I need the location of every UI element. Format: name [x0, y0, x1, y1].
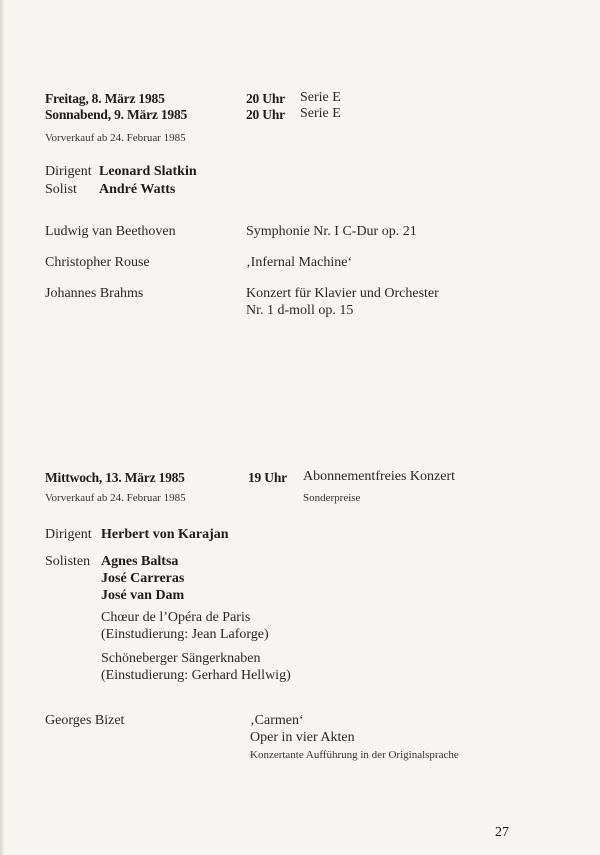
concert2-composer: Georges Bizet: [45, 713, 125, 728]
program-composer: Ludwig van Beethoven: [45, 224, 176, 239]
soloist-name: José Carreras: [101, 571, 185, 586]
program-composer: Christopher Rouse: [45, 255, 150, 270]
concert1-date1: Freitag, 8. März 1985: [45, 91, 165, 106]
choir2-name: Schöneberger Sängerknaben: [101, 651, 261, 666]
concert1-presale: Vorverkauf ab 24. Februar 1985: [45, 132, 186, 144]
program-work: Konzert für Klavier und Orchester: [246, 286, 439, 301]
page-edge: [0, 0, 5, 855]
program-composer: Johannes Brahms: [45, 286, 144, 301]
concert2-type: Abonnementfreies Konzert: [303, 469, 455, 484]
concert2-conductor: Herbert von Karajan: [101, 527, 229, 542]
concert2-date: Mittwoch, 13. März 1985: [45, 470, 185, 485]
concert1-series1: Serie E: [300, 90, 341, 105]
choir2-director: (Einstudierung: Gerhard Hellwig): [101, 668, 291, 683]
concert1-time2: 20 Uhr: [246, 107, 285, 122]
concert2-conductor-label: Dirigent: [45, 527, 92, 542]
concert1-soloist: André Watts: [99, 182, 176, 197]
concert1-date2: Sonnabend, 9. März 1985: [45, 107, 188, 122]
work-note: Konzertante Aufführung in der Originalsprache: [250, 749, 459, 761]
concert1-soloist-label: Solist: [45, 182, 77, 197]
concert1-series2: Serie E: [300, 106, 341, 121]
soloist-name: José van Dam: [101, 588, 185, 603]
work-title: ‚Carmen‘: [250, 713, 304, 728]
concert2-time: 19 Uhr: [248, 470, 287, 485]
concert1-conductor: Leonard Slatkin: [99, 164, 197, 179]
page-number: 27: [495, 825, 509, 840]
concert1-time1: 20 Uhr: [246, 91, 285, 106]
concert2-pricing: Sonderpreise: [303, 492, 361, 504]
choir1-name: Chœur de l’Opéra de Paris: [101, 610, 251, 625]
work-subtitle: Oper in vier Akten: [250, 730, 355, 745]
choir1-director: (Einstudierung: Jean Laforge): [101, 627, 269, 642]
program-work: ‚Infernal Machine‘: [246, 255, 353, 270]
concert2-presale: Vorverkauf ab 24. Februar 1985: [45, 492, 186, 504]
concert2-soloists-label: Solisten: [45, 554, 91, 569]
soloist-name: Agnes Baltsa: [101, 554, 179, 569]
concert1-conductor-label: Dirigent: [45, 164, 92, 179]
program-work: Symphonie Nr. I C-Dur op. 21: [246, 224, 417, 239]
program-work-line2: Nr. 1 d-moll op. 15: [246, 303, 354, 318]
